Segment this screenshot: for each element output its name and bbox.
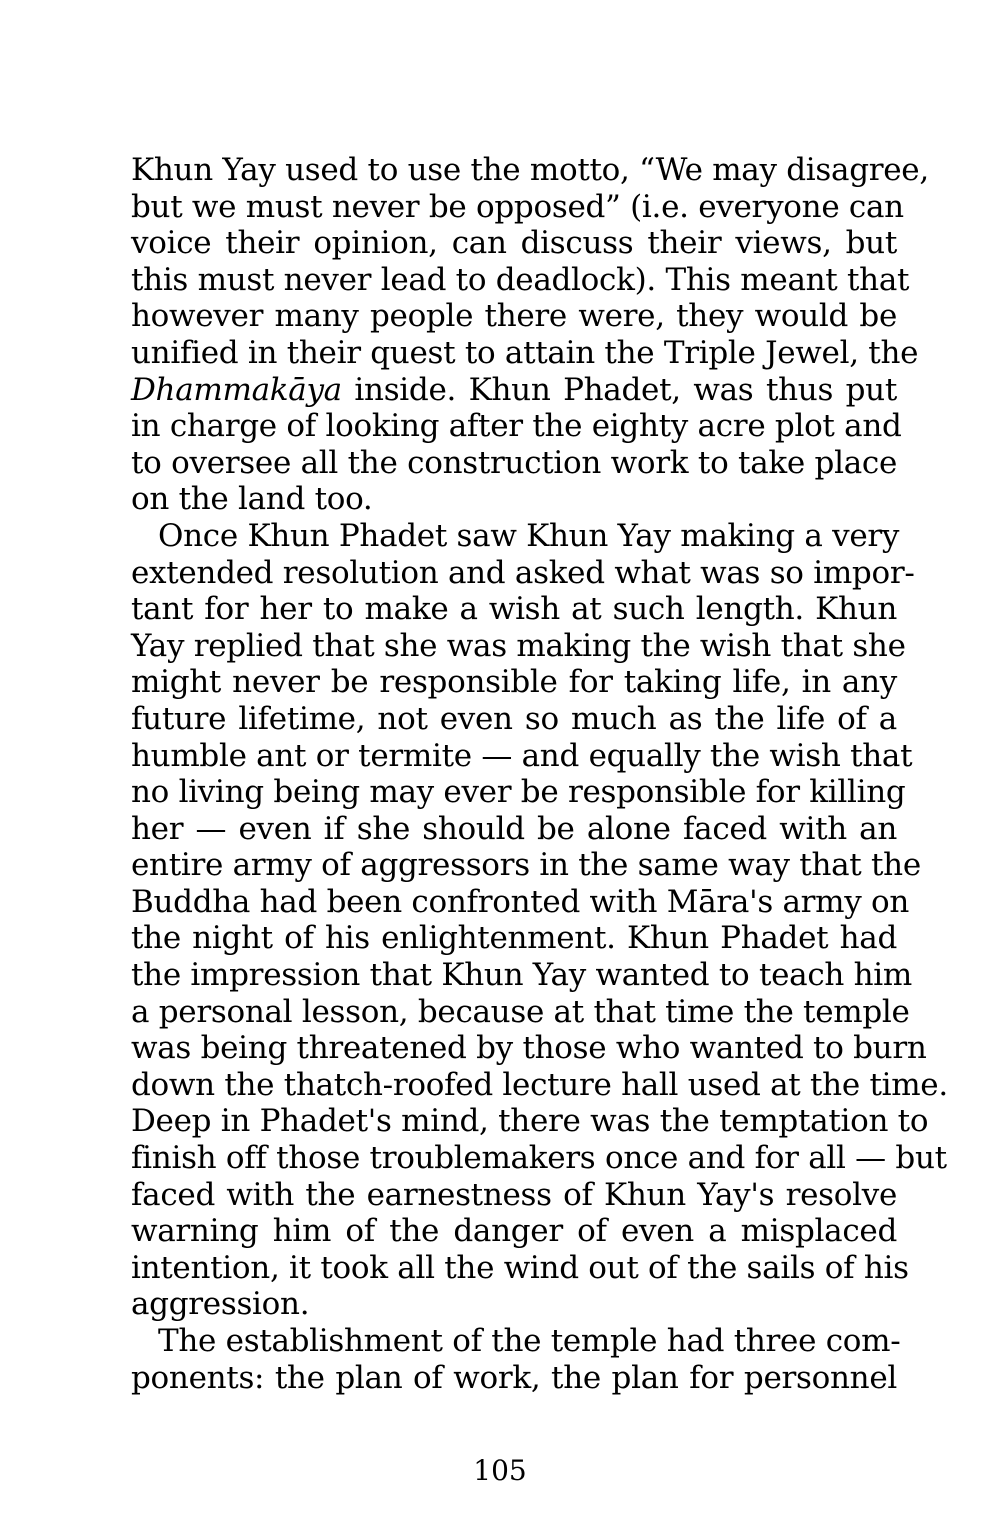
page-number: 105 xyxy=(473,1454,527,1487)
text-line: ponents: the plan of work, the plan for personnel xyxy=(131,1359,897,1396)
text-line: might never be responsible for taking life, in any xyxy=(131,664,897,701)
text-line: intention, it took all the wind out of the sails of his xyxy=(131,1249,909,1286)
text-line: Yay replied that she was making the wish that she xyxy=(131,627,906,664)
text-line: future lifetime, not even so much as the life of a xyxy=(131,700,897,737)
text-line: The establishment of the temple had three com- xyxy=(158,1323,901,1359)
text-line: voice their opinion, can discuss their views, but xyxy=(131,225,897,262)
text-line: this must never lead to deadlock). This meant that xyxy=(131,261,910,298)
text-line: to oversee all the construction work to take place xyxy=(131,444,897,481)
text-line: on the land too. xyxy=(131,481,373,518)
text-line: the night of his enlightenment. Khun Phadet had xyxy=(131,920,897,957)
text-line: however many people there were, they would be xyxy=(131,298,897,335)
body-text xyxy=(131,152,948,1396)
text-line: aggression. xyxy=(131,1286,310,1323)
text-line: a personal lesson, because at that time the temple xyxy=(131,993,910,1030)
text-line: was being threatened by those who wanted to burn xyxy=(131,1030,927,1067)
text-line xyxy=(131,372,897,409)
text-line: Deep in Phadet's mind, there was the temptation to xyxy=(131,1103,929,1140)
text-line: faced with the earnestness of Khun Yay's resolve xyxy=(131,1176,897,1213)
text-line: warning him of the danger of even a misplaced xyxy=(131,1213,897,1250)
text-line: in charge of looking after the eighty acre plot and xyxy=(131,408,902,445)
text-line: down the thatch-roofed lecture hall used at the time. xyxy=(131,1066,948,1103)
text-line: Khun Yay used to use the motto, “We may disagree, xyxy=(131,152,929,188)
text-line: unified in their quest to attain the Triple Jewel, the xyxy=(131,334,919,371)
text-line: humble ant or termite — and equally the wish that xyxy=(131,737,913,774)
text-line: finish off those troublemakers once and for all — but xyxy=(131,1140,947,1177)
text-span: inside. Khun Phadet, was thus put xyxy=(341,371,897,408)
text-line: but we must never be opposed” (i.e. everyone can xyxy=(131,188,904,225)
text-line: the impression that Khun Yay wanted to teach him xyxy=(131,957,912,994)
text-line: her — even if she should be alone faced with an xyxy=(131,810,897,847)
text-line: tant for her to make a wish at such length. Khun xyxy=(131,591,897,628)
text-line: no living being may ever be responsible for killing xyxy=(131,774,906,811)
text-line: entire army of aggressors in the same way that the xyxy=(131,847,921,884)
italic-term: Dhammakāya xyxy=(131,371,342,408)
text-line: Buddha had been confronted with Māra's army on xyxy=(131,883,910,920)
text-line: extended resolution and asked what was so impor- xyxy=(131,554,915,591)
text-line: Once Khun Phadet saw Khun Yay making a very xyxy=(158,517,900,554)
